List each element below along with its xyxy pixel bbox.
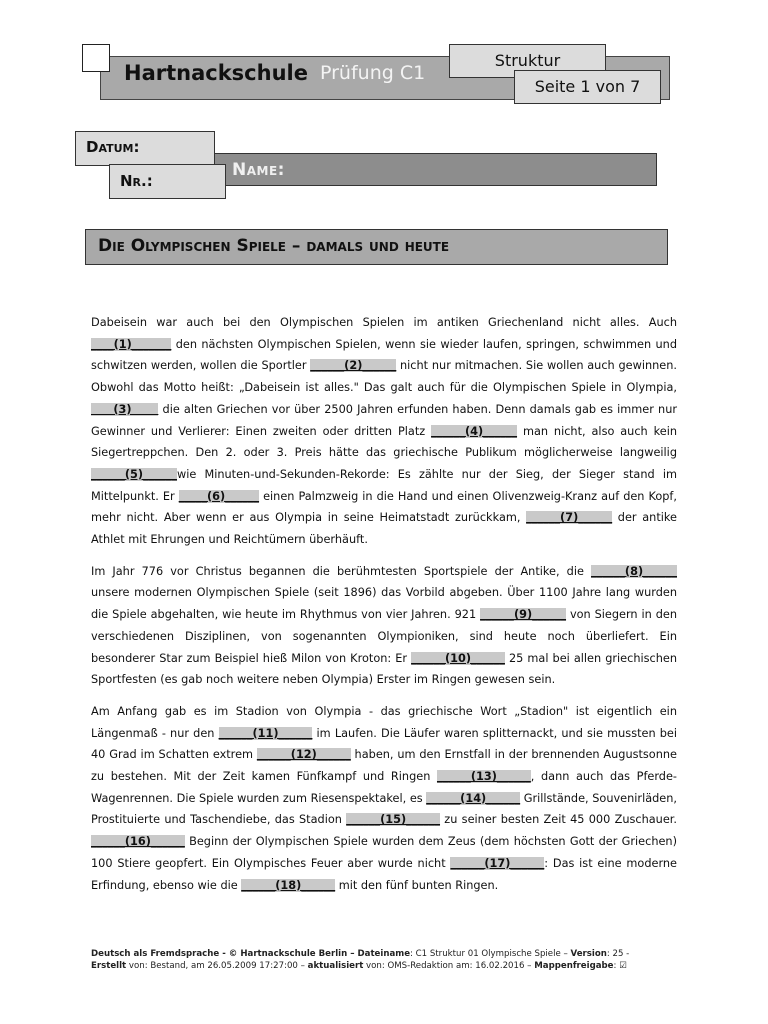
footer-release-label: Mappenfreigabe	[534, 961, 614, 971]
paragraph-3	[91, 701, 677, 896]
footer-version-label: Version	[570, 949, 607, 959]
gap-18[interactable]: ______(18)______	[241, 878, 336, 892]
date-label: Datum:	[75, 131, 215, 166]
gap-9[interactable]: ______(9)______	[480, 608, 567, 622]
paragraph-1	[91, 312, 677, 551]
corner-checkbox	[82, 44, 110, 72]
text-segment: im Laufen. Die Läufer waren splitternackt, und sie mussten bei 40 Grad im Schatten extrem	[91, 726, 678, 762]
gap-2[interactable]: ______(2)______	[310, 359, 397, 373]
gap-4[interactable]: ______(4)______	[431, 424, 518, 438]
document-title: Die Olympischen Spiele – damals und heute	[85, 229, 668, 265]
gap-8[interactable]: ______(8)______	[591, 564, 677, 578]
gap-5[interactable]: ______(5)______	[91, 467, 177, 481]
gap-16[interactable]: ______(16)______	[91, 835, 185, 849]
footer-updated: von: OMS-Redaktion am: 16.02.2016 –	[363, 961, 535, 971]
text-segment: wie Minuten-und-Sekunden-Rekorde: Es zählte nur der Sieg, der Sieger stand im Mittelpunkt. Er	[91, 467, 677, 503]
gap-17[interactable]: ______(17)______	[450, 856, 545, 870]
text-segment: von Siegern in den verschiedenen Disziplinen, von sogenannten Olympioniken, sind heute noch überliefert. Ein besonderer Star zum Beispiel hieß Milon von Kroton: Er	[91, 608, 677, 665]
footer-copyright: Deutsch als Fremdsprache - © Hartnackschule Berlin – Dateiname	[91, 949, 411, 959]
text-segment: mit den fünf bunten Ringen.	[335, 878, 499, 892]
gap-6[interactable]: _____(6)______	[178, 489, 260, 503]
gap-11[interactable]: ______(11)______	[218, 726, 313, 740]
text-segment: die alten Griechen vor über 2500 Jahren erfunden haben. Denn damals gab es immer nur Gewinner und Verlierer: Einen zweiten oder dritten Platz	[91, 402, 677, 438]
text-segment: 25 mal bei allen griechischen Sportfesten (es gab noch weitere neben Olympia) Erster im Ringen gewesen sein.	[91, 651, 678, 687]
number-label: Nr.:	[109, 164, 226, 199]
gap-7[interactable]: ______(7)______	[526, 511, 613, 525]
section-label: Struktur	[449, 44, 606, 78]
footer-filename: : C1 Struktur 01 Olympische Spiele –	[410, 949, 571, 959]
text-segment: einen Palmzweig in die Hand und einen Olivenzweig-Kranz auf den Kopf, mehr nicht. Aber wenn er aus Olympia in seine Heimatstadt zurückkam,	[91, 489, 677, 525]
gap-14[interactable]: ______(14)______	[426, 791, 521, 805]
exam-title: Prüfung C1	[320, 62, 426, 84]
text-segment: haben, um den Ernstfall in der brennenden Augustsonne zu bestehen. Mit der Zeit kamen Fünfkampf und Ringen	[91, 748, 677, 784]
footer-updated-label: aktualisiert	[307, 961, 364, 971]
page-indicator: Seite 1 von 7	[514, 70, 661, 104]
footer	[91, 948, 681, 972]
gap-1[interactable]: ____(1)_______	[91, 337, 172, 351]
footer-version: : 25 -	[606, 949, 630, 959]
text-segment: Am Anfang gab es im Stadion von Olympia - das griechische Wort „Stadion" ist eigentlich ein Längenmaß - nur den	[91, 704, 677, 740]
text-segment: nicht nur mitmachen. Sie wollen auch gewinnen. Obwohl das Motto heißt: „Dabeisein ist alles." Das galt auch für die Olympischen Spiele in Olympia,	[91, 359, 677, 395]
gap-12[interactable]: ______(12)______	[256, 748, 351, 762]
text-segment: Beginn der Olympischen Spiele wurden dem Zeus (dem höchsten Gott der Griechen) 100 Stiere geopfert. Ein Olympisches Feuer aber wurde nicht	[91, 835, 677, 870]
name-label: Name:	[232, 160, 285, 180]
gap-13[interactable]: ______(13)______	[436, 770, 531, 784]
footer-created: von: Bestand, am 26.05.2009 17:27:00 –	[126, 961, 308, 971]
text-segment: unsere modernen Olympischen Spiele (seit 1896) das Vorbild abgeben. Über 1100 Jahre lang wurden die Spiele abgehalten, wie heute im Rhythmus von vier Jahren. 921	[91, 586, 677, 622]
text-segment: der antike Athlet mit Ehrungen und Reichtümern überhäuft.	[91, 511, 677, 547]
text-segment: Grillstände, Souvenirläden, Prostituierte und Taschendiebe, das Stadion	[91, 791, 677, 827]
paragraph-2	[91, 561, 677, 691]
gap-3[interactable]: (3)	[91, 402, 159, 416]
exercise-text	[91, 312, 677, 906]
text-segment: Im Jahr 776 vor Christus begannen die berühmtesten Sportspiele der Antike, die	[91, 564, 592, 578]
text-segment: : Das ist eine moderne Erfindung, ebenso wie die	[91, 856, 677, 892]
text-segment: zu seiner besten Zeit 45 000 Zuschauer.	[440, 813, 677, 827]
footer-created-label: Erstellt	[91, 961, 127, 971]
text-segment: man nicht, also auch kein Siegertreppchen. Den 2. oder 3. Preis hätte das griechische Publikum möglicherweise langweilig	[91, 424, 677, 460]
text-segment: , dann auch das Pferde-Wagenrennen. Die Spiele wurden zum Riesenspektakel, es	[91, 770, 678, 805]
footer-release-checkbox: : ☑	[613, 961, 627, 971]
gap-10[interactable]: ______(10)______	[411, 651, 505, 665]
text-segment: Dabeisein war auch bei den Olympischen Spielen im antiken Griechenland nicht alles. Auch	[91, 316, 677, 329]
school-name: Hartnackschule	[124, 61, 308, 85]
text-segment: den nächsten Olympischen Spielen, wenn sie wieder laufen, springen, schwimmen und schwitzen werden, wollen die Sportler	[91, 337, 677, 373]
gap-15[interactable]: ______(15)______	[346, 813, 441, 827]
